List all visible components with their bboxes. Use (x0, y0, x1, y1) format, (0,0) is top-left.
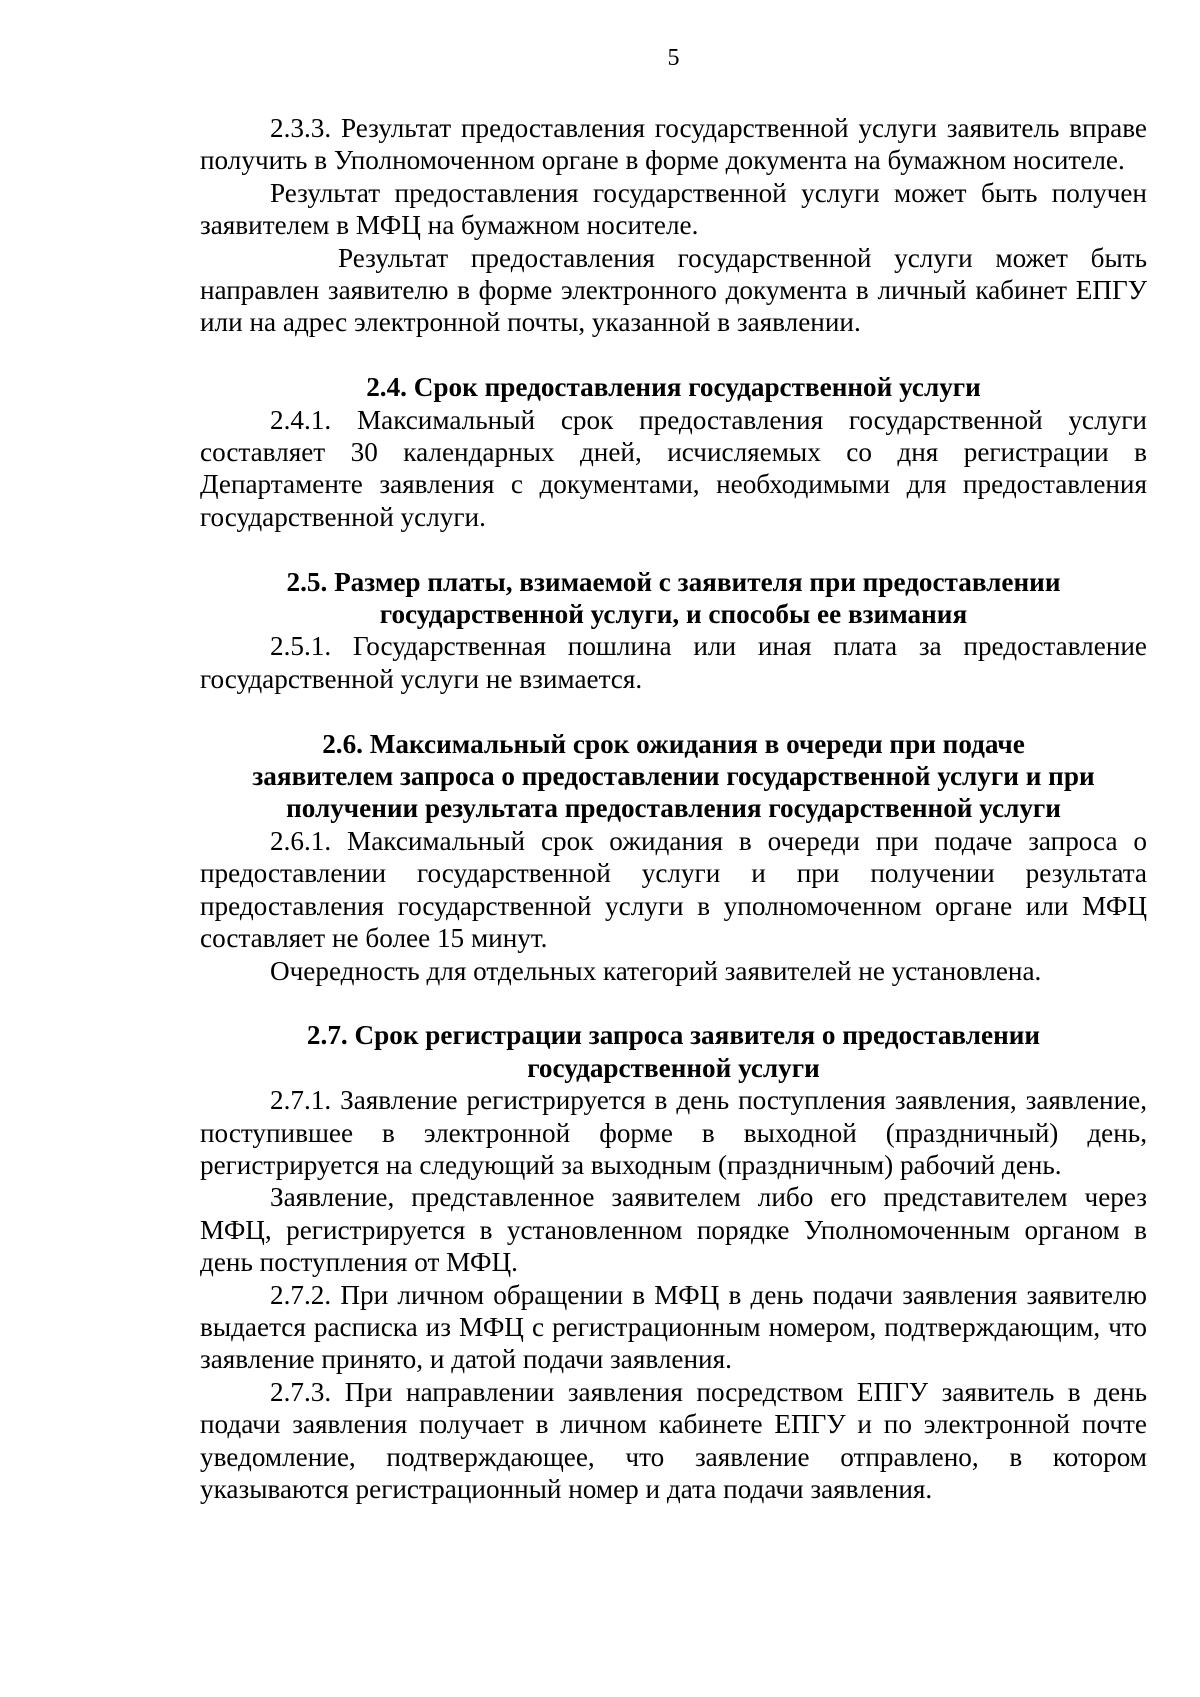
paragraph-queue-priority: Очередность для отдельных категорий заявителей не установлена. (270, 955, 1042, 986)
heading-2-4: 2.4. Срок предоставления государственной услуги (366, 372, 981, 403)
paragraph-2-7-3: 2.7.3. При направлении заявления посредством ЕПГУ заявитель в день подачи заявления получает в личном кабинете ЕПГУ и по электронной почте уведомление, подтверждающее, что заявление отправлено, в котором указываются регистрационный номер и дата подачи заявления. (200, 1376, 1147, 1504)
paragraph-2-4-1: 2.4.1. Максимальный срок предоставления государственной услуги составляет 30 календарных дней, исчисляемых со дня регистрации в Департаменте заявления с документами, необходимыми для предоставления государственной услуги. (200, 404, 1147, 532)
paragraph-2-6-1: 2.6.1. Максимальный срок ожидания в очереди при подаче запроса о предоставлении государственной услуги и при получении результата предоставления государственной услуги в уполномоченном органе или МФЦ составляет не более 15 минут. (200, 825, 1147, 954)
paragraph-result-mfc: Результат предоставления государственной услуги может быть получен заявителем в МФЦ на бумажном носителе. (200, 177, 1147, 241)
paragraph-2-7-2: 2.7.2. При личном обращении в МФЦ в день подачи заявления заявителю выдается расписка из МФЦ с регистрационным номером, подтверждающим, что заявление принято, и датой подачи заявления. (200, 1279, 1147, 1375)
heading-2-5 (200, 566, 1147, 631)
heading-2-5-line-2: государственной услуги, и способы ее взимания (379, 599, 968, 630)
paragraph-result-electronic: Результат предоставления государственной услуги может быть направлен заявителю в форме электронного документа в личный кабинет ЕПГУ или на адрес электронной почты, указанной в заявлении. (200, 242, 1147, 338)
heading-2-7-line-1: 2.7. Срок регистрации запроса заявителя о предоставлении (306, 1020, 1041, 1051)
paragraph-registration-mfc: Заявление, представленное заявителем либо его представителем через МФЦ, регистрируется в установленном порядке Уполномоченным органом в день поступления от МФЦ. (200, 1182, 1147, 1278)
heading-2-6-line-1: 2.6. Максимальный срок ожидания в очереди при подаче (322, 728, 1025, 759)
heading-2-6 (200, 728, 1147, 825)
page-number: 5 (667, 45, 680, 71)
heading-2-7-line-2: государственной услуги (527, 1052, 820, 1083)
heading-2-7 (200, 1019, 1147, 1084)
paragraph-2-7-1: 2.7.1. Заявление регистрируется в день поступления заявления, заявление, поступившее в электронной форме в выходной (праздничный) день, регистрируется на следующий за выходным (праздничным) рабочий день. (200, 1085, 1147, 1180)
heading-2-6-line-2: заявителем запроса о предоставлении государственной услуги и при (252, 761, 1095, 792)
heading-2-6-line-3: получении результата предоставления государственной услуги (286, 793, 1061, 824)
paragraph-2-5-1: 2.5.1. Государственная пошлина или иная плата за предоставление государственной услуги не взимается. (200, 631, 1147, 694)
heading-2-5-line-1: 2.5. Размер платы, взимаемой с заявителя при предоставлении (286, 566, 1061, 597)
paragraph-2-3-3: 2.3.3. Результат предоставления государственной услуги заявитель вправе получить в Уполномоченном органе в форме документа на бумажном носителе. (200, 113, 1147, 176)
document-body (200, 112, 1147, 1505)
